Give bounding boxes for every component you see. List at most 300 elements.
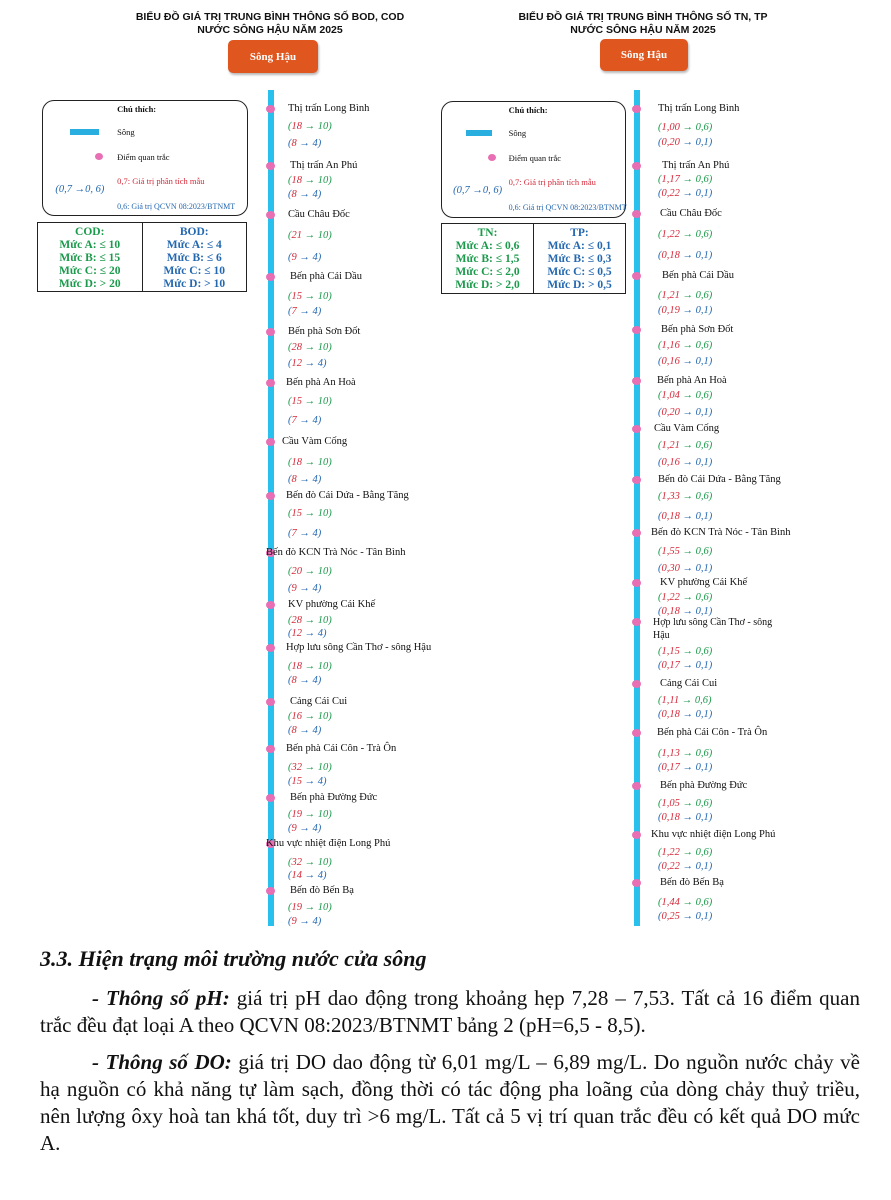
- sample-value: 0,18: [661, 812, 680, 823]
- paren: (: [658, 563, 662, 574]
- levels-column: [533, 224, 625, 293]
- arrow-icon: →: [302, 809, 318, 820]
- station-marker-icon[interactable]: [266, 794, 275, 802]
- standard-value: 0,6: [695, 491, 709, 502]
- station-name: Bến phà Sơn Đốt: [661, 324, 734, 335]
- river-button[interactable]: Sông Hậu: [228, 40, 318, 73]
- sample-value: 28: [291, 342, 302, 353]
- station-value-bod: [288, 725, 321, 736]
- station-value-bod: [288, 776, 327, 787]
- station-marker-icon[interactable]: [632, 729, 641, 737]
- station-name: Cầu Vàm Cống: [282, 436, 348, 447]
- arrow-icon: →: [679, 911, 696, 922]
- station-marker-icon[interactable]: [266, 211, 275, 219]
- paren: ): [708, 798, 713, 809]
- sample-value: 18: [291, 121, 302, 132]
- river-button[interactable]: Sông Hậu: [600, 39, 688, 71]
- station-marker-icon[interactable]: [266, 698, 275, 706]
- level-row: Mức A: ≤ 0,1: [547, 240, 612, 252]
- levels-column: [142, 223, 247, 291]
- station-name: Bến phà Cái Dầu: [290, 271, 363, 282]
- standard-value: 0,1: [695, 861, 709, 872]
- station-marker-icon[interactable]: [632, 105, 641, 113]
- paren: (: [288, 628, 292, 639]
- sample-value: 7: [291, 528, 297, 539]
- sample-value: 32: [291, 762, 302, 773]
- station-marker-icon[interactable]: [266, 745, 275, 753]
- station-value-tn: [658, 174, 712, 185]
- station-name: KV phường Cái Khế: [288, 599, 376, 610]
- paren: ): [708, 229, 713, 240]
- paren: ): [708, 390, 713, 401]
- standard-value: 0,6: [695, 592, 709, 603]
- arrow-icon: →: [296, 415, 313, 426]
- arrow-icon: →: [302, 457, 318, 468]
- sample-value: 12: [291, 358, 302, 369]
- station-value-cod: [288, 230, 332, 241]
- legend-point: Điểm quan trắc: [117, 152, 170, 162]
- station-name: Thị trấn An Phú: [290, 160, 358, 171]
- sample-value: 16: [291, 711, 302, 722]
- station-value-tp: [658, 762, 712, 773]
- paren: ): [708, 861, 713, 872]
- station-marker-icon[interactable]: [266, 273, 275, 281]
- point-marker-icon: [488, 154, 496, 161]
- sample-value: 19: [291, 902, 302, 913]
- station-marker-icon[interactable]: [266, 601, 275, 609]
- paren: (: [288, 870, 292, 881]
- arrow-icon: →: [296, 306, 313, 317]
- station-marker-icon[interactable]: [266, 644, 275, 652]
- station-value-tn: [658, 646, 712, 657]
- station-name: Hợp lưu sông Cần Thơ - sông Hậu: [653, 617, 773, 641]
- station-value-tn: [658, 592, 712, 603]
- arrow-icon: →: [302, 902, 318, 913]
- station-marker-icon[interactable]: [632, 377, 641, 385]
- arrow-icon: →: [302, 762, 318, 773]
- paren: ): [328, 230, 332, 241]
- station-value-tn: [658, 546, 712, 557]
- paren: (: [658, 762, 662, 773]
- station-value-bod: [288, 189, 321, 200]
- arrow-icon: →: [679, 229, 696, 240]
- station-marker-icon[interactable]: [266, 887, 275, 895]
- arrow-icon: →: [302, 711, 318, 722]
- paren: (: [658, 122, 662, 133]
- station-marker-icon[interactable]: [632, 618, 641, 626]
- paren: ): [328, 121, 332, 132]
- paren: ): [708, 762, 713, 773]
- paren: (: [658, 188, 662, 199]
- station-name: Bến phà Cái Côn - Trà Ôn: [657, 727, 768, 738]
- sample-value: 14: [291, 870, 302, 881]
- station-name: Bến đò KCN Trà Nóc - Tân Bình: [651, 527, 791, 538]
- arrow-icon: →: [679, 592, 696, 603]
- station-name: Bến phà Đường Đức: [660, 780, 748, 791]
- sample-value: 1,22: [661, 847, 680, 858]
- station-name: Bến phà An Hoà: [286, 377, 356, 388]
- legend-box: [42, 100, 248, 216]
- paren: ): [708, 356, 713, 367]
- paren: ): [708, 812, 713, 823]
- station-value-tn: [658, 748, 712, 759]
- station-name: Bến đò Cái Dứa - Bằng Tăng: [286, 490, 409, 501]
- station-value-cod: [288, 762, 332, 773]
- station-marker-icon[interactable]: [266, 328, 275, 336]
- section-heading: 3.3. Hiện trạng môi trường nước cửa sông: [40, 946, 427, 971]
- standard-value: 0,1: [695, 812, 709, 823]
- standard-value: 10: [317, 615, 329, 626]
- station-value-tn: [658, 390, 712, 401]
- paren: ): [708, 440, 713, 451]
- paren: (: [288, 230, 292, 241]
- level-name: COD:: [75, 226, 105, 238]
- sample-value: 12: [291, 628, 302, 639]
- station-marker-icon[interactable]: [632, 326, 641, 334]
- standard-value: 4: [312, 252, 318, 263]
- arrow-icon: →: [679, 709, 696, 720]
- station-value-cod: [288, 508, 332, 519]
- station-value-cod: [288, 711, 332, 722]
- sample-value: 20: [291, 566, 302, 577]
- station-marker-icon[interactable]: [632, 425, 641, 433]
- paren: ): [708, 660, 713, 671]
- station-marker-icon[interactable]: [632, 476, 641, 484]
- paren: ): [328, 175, 332, 186]
- paren: (: [288, 474, 292, 485]
- arrow-icon: →: [302, 776, 318, 787]
- paren: ): [708, 290, 713, 301]
- standard-value: 10: [317, 762, 329, 773]
- level-row: Mức C: ≤ 0,5: [547, 266, 612, 278]
- arrow-icon: →: [679, 563, 696, 574]
- station-value-tn: [658, 122, 712, 133]
- sample-value: 8: [291, 138, 297, 149]
- standard-value: 4: [317, 776, 323, 787]
- paren: ): [328, 661, 332, 672]
- station-marker-icon[interactable]: [266, 105, 275, 113]
- standard-value: 10: [317, 857, 329, 868]
- arrow-icon: →: [679, 290, 696, 301]
- arrow-icon: →: [679, 174, 696, 185]
- standard-value: 10: [317, 396, 329, 407]
- station-name: Khu vực nhiệt điện Long Phú: [266, 838, 391, 849]
- station-value-bod: [288, 823, 321, 834]
- station-value-cod: [288, 121, 332, 132]
- station-name: Bến đò Bến Bạ: [290, 885, 354, 896]
- paren: ): [323, 628, 327, 639]
- diagram-title: BIỂU ĐỒ GIÁ TRỊ TRUNG BÌNH THÔNG SỐ TN, TP: [518, 11, 768, 23]
- station-value-cod: [288, 902, 332, 913]
- legend-river: Sông: [117, 127, 135, 137]
- standard-value: 10: [317, 902, 329, 913]
- paren: (: [288, 809, 292, 820]
- station-marker-icon[interactable]: [632, 782, 641, 790]
- paren: (: [288, 583, 292, 594]
- level-row: Mức B: ≤ 6: [166, 252, 222, 264]
- arrow-icon: →: [302, 175, 318, 186]
- sample-value: 0,17: [661, 762, 680, 773]
- standard-value: 0,1: [695, 606, 709, 617]
- paren: ): [708, 457, 713, 468]
- paren: (: [658, 847, 662, 858]
- station-name: Hợp lưu sông Cần Thơ - sông Hậu: [286, 642, 432, 653]
- sample-value: 0,18: [661, 709, 680, 720]
- station-value-bod: [288, 474, 321, 485]
- level-row: Mức D: > 0,5: [547, 279, 612, 291]
- paren: ): [328, 615, 332, 626]
- station-name: Cầu Châu Đốc: [288, 209, 350, 220]
- station-value-tp: [658, 911, 712, 922]
- paren: (: [658, 491, 662, 502]
- levels-table: [441, 223, 626, 294]
- paren: ): [708, 174, 713, 185]
- sample-value: 9: [291, 583, 297, 594]
- station-marker-icon[interactable]: [632, 210, 641, 218]
- station-marker-icon[interactable]: [632, 879, 641, 887]
- station-value-tp: [658, 457, 712, 468]
- paren: (: [658, 606, 662, 617]
- sample-value: 21: [291, 230, 302, 241]
- paren: (: [658, 305, 662, 316]
- sample-value: 0,17: [661, 660, 680, 671]
- station-marker-icon[interactable]: [632, 680, 641, 688]
- station-name: KV phường Cái Khế: [660, 577, 748, 588]
- standard-value: 0,6: [695, 390, 709, 401]
- station-value-bod: [288, 870, 327, 881]
- paren: ): [328, 711, 332, 722]
- paren: (: [288, 902, 292, 913]
- standard-value: 10: [317, 175, 329, 186]
- station-name: Cảng Cái Cui: [660, 678, 718, 689]
- paren: ): [328, 342, 332, 353]
- station-marker-icon[interactable]: [632, 529, 641, 537]
- legend-example: (0,7 →0, 6): [55, 184, 105, 195]
- standard-value: 4: [312, 916, 318, 927]
- arrow-icon: →: [679, 390, 696, 401]
- station-name: Bến phà An Hoà: [657, 375, 727, 386]
- level-row: Mức B: ≤ 15: [59, 252, 121, 264]
- paren: (: [288, 528, 292, 539]
- station-value-bod: [288, 358, 327, 369]
- sample-value: 1,13: [661, 748, 680, 759]
- sample-value: 8: [291, 474, 297, 485]
- paren: (: [288, 823, 292, 834]
- standard-value: 0,6: [695, 646, 709, 657]
- arrow-icon: →: [679, 122, 696, 133]
- station-value-cod: [288, 175, 332, 186]
- paren: ): [708, 606, 713, 617]
- standard-value: 10: [317, 342, 329, 353]
- sample-value: 0,22: [661, 861, 680, 872]
- station-value-bod: [288, 583, 321, 594]
- paren: ): [708, 188, 713, 199]
- legend-sample: 0,7: Giá trị phân tích mẫu: [117, 176, 205, 186]
- standard-value: 0,6: [695, 546, 709, 557]
- arrow-icon: →: [679, 847, 696, 858]
- standard-value: 4: [312, 306, 318, 317]
- paren: (: [658, 390, 662, 401]
- paren: (: [288, 675, 292, 686]
- sample-value: 1,21: [661, 440, 680, 451]
- station-value-tn: [658, 491, 712, 502]
- paren: (: [658, 290, 662, 301]
- standard-value: 4: [312, 823, 318, 834]
- sample-value: 8: [291, 725, 297, 736]
- arrow-icon: →: [679, 137, 696, 148]
- paren: (: [288, 415, 292, 426]
- station-value-bod: [288, 306, 321, 317]
- sample-value: 0,16: [661, 457, 680, 468]
- station-marker-icon[interactable]: [266, 379, 275, 387]
- standard-value: 0,1: [695, 511, 709, 522]
- standard-value: 10: [317, 566, 329, 577]
- station-value-tp: [658, 660, 712, 671]
- legend-standard: 0,6: Giá trị QCVN 08:2023/BTNMT: [508, 203, 627, 212]
- legend-heading: Chú thích:: [117, 104, 157, 114]
- station-value-cod: [288, 661, 332, 672]
- arrow-icon: →: [296, 675, 313, 686]
- sample-value: 18: [291, 175, 302, 186]
- station-value-cod: [288, 809, 332, 820]
- arrow-icon: →: [679, 897, 696, 908]
- paren: ): [708, 305, 713, 316]
- station-value-bod: [288, 916, 321, 927]
- paren: (: [658, 861, 662, 872]
- legend-river: Sông: [508, 128, 527, 138]
- paren: (: [658, 709, 662, 720]
- sample-value: 1,44: [661, 897, 680, 908]
- station-value-cod: [288, 396, 332, 407]
- paren: (: [658, 897, 662, 908]
- standard-value: 10: [317, 121, 329, 132]
- paren: (: [288, 189, 292, 200]
- sample-value: 0,18: [661, 606, 680, 617]
- level-name: BOD:: [179, 226, 209, 238]
- arrow-icon: →: [302, 396, 318, 407]
- paren: ): [708, 592, 713, 603]
- arrow-icon: →: [302, 342, 318, 353]
- arrow-icon: →: [679, 695, 695, 706]
- standard-value: 4: [317, 870, 323, 881]
- paren: (: [658, 695, 662, 706]
- sample-value: 1,00: [661, 122, 680, 133]
- paren: ): [317, 916, 322, 927]
- paren: ): [323, 776, 327, 787]
- paren: ): [708, 897, 713, 908]
- station-name: Thị trấn Long Bình: [658, 103, 740, 114]
- station-value-tn: [658, 847, 712, 858]
- standard-value: 4: [312, 138, 318, 149]
- standard-value: 0,6: [695, 897, 709, 908]
- station-marker-icon[interactable]: [632, 162, 641, 170]
- level-name: TN:: [477, 227, 498, 239]
- paren: (: [288, 457, 292, 468]
- station-name: Cầu Vàm Cống: [654, 423, 720, 434]
- paren: ): [708, 137, 713, 148]
- station-name: Bến phà Sơn Đốt: [288, 326, 361, 337]
- station-name: Thị trấn An Phú: [662, 160, 730, 171]
- point-marker-icon: [95, 153, 103, 160]
- station-name: Bến đò Bến Bạ: [660, 877, 724, 888]
- paren: ): [708, 646, 713, 657]
- arrow-icon: →: [302, 508, 318, 519]
- paren: ): [328, 762, 332, 773]
- sample-value: 0,16: [661, 356, 680, 367]
- standard-value: 0,1: [695, 911, 709, 922]
- station-value-cod: [288, 342, 332, 353]
- station-value-tn: [658, 695, 711, 706]
- sample-value: 0,30: [661, 563, 680, 574]
- paren: (: [658, 812, 662, 823]
- station-value-cod: [288, 857, 332, 868]
- river-swatch-icon: [70, 129, 99, 135]
- paren: (: [288, 916, 292, 927]
- standard-value: 4: [312, 725, 318, 736]
- arrow-icon: →: [302, 121, 318, 132]
- station-value-tn: [658, 798, 712, 809]
- station-marker-icon[interactable]: [266, 492, 275, 500]
- paren: (: [288, 661, 292, 672]
- sample-value: 7: [291, 415, 297, 426]
- arrow-icon: →: [679, 798, 696, 809]
- paren: ): [708, 911, 713, 922]
- station-name: Thị trấn Long Bình: [288, 103, 370, 114]
- arrow-icon: →: [679, 762, 696, 773]
- paren: (: [658, 250, 662, 261]
- sample-value: 15: [291, 291, 302, 302]
- paren: ): [328, 902, 332, 913]
- standard-value: 0,1: [695, 563, 709, 574]
- station-marker-icon[interactable]: [632, 579, 641, 587]
- diagram-title: BIỂU ĐỒ GIÁ TRỊ TRUNG BÌNH THÔNG SỐ BOD, COD: [135, 11, 405, 23]
- arrow-icon: →: [679, 748, 696, 759]
- standard-value: 4: [312, 528, 318, 539]
- sample-value: 8: [291, 189, 297, 200]
- station-marker-icon[interactable]: [632, 272, 641, 280]
- standard-value: 0,1: [695, 137, 709, 148]
- diagram-subtitle: NƯỚC SÔNG HẬU NĂM 2025: [570, 24, 716, 36]
- paren: ): [317, 252, 322, 263]
- sample-value: 9: [291, 823, 297, 834]
- station-value-bod: [288, 138, 321, 149]
- paren: ): [317, 189, 322, 200]
- station-marker-icon[interactable]: [266, 438, 275, 446]
- standard-value: 4: [312, 189, 318, 200]
- paren: (: [288, 396, 292, 407]
- station-marker-icon[interactable]: [266, 162, 275, 170]
- arrow-icon: →: [679, 340, 696, 351]
- sample-value: 8: [291, 675, 297, 686]
- arrow-icon: →: [679, 250, 696, 261]
- station-marker-icon[interactable]: [632, 831, 641, 839]
- paren: ): [708, 847, 713, 858]
- paren: (: [658, 511, 662, 522]
- arrow-icon: →: [679, 305, 696, 316]
- paren: (: [288, 121, 292, 132]
- station-value-cod: [288, 457, 332, 468]
- standard-value: 0,1: [695, 457, 709, 468]
- sample-value: 15: [291, 776, 302, 787]
- paren: ): [317, 583, 322, 594]
- sample-value: 15: [291, 396, 302, 407]
- paren: ): [317, 474, 322, 485]
- paren: (: [288, 711, 292, 722]
- station-value-bod: [288, 528, 321, 539]
- paren: (: [288, 138, 292, 149]
- level-row: Mức B: ≤ 0,3: [547, 253, 612, 265]
- standard-value: 0,6: [695, 174, 709, 185]
